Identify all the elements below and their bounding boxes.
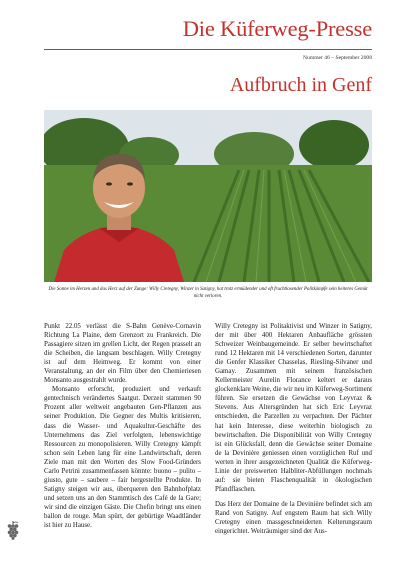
photo-caption: Die Sonne im Herzen und das Herz auf der Zunge: Willy Cretegny, Winzer in Satigny, hat trotz ermüdender und oft fruchtlosender Politkämpfe sein heiteres Gemüt nicht verloren. (48, 287, 368, 299)
article-column-left (44, 322, 201, 530)
issue-line: Nummer 46 – September 2008 (303, 55, 372, 61)
article-column-right (215, 322, 372, 536)
paragraph: Das Herz der Domaine de la Devinière befindet sich am Rand von Satigny. Auf engstem Raum hat sich Willy Cretegny einen massgeschneiderten Kelterungsraum eingerichtet. Weiträumiger sind der Aus- (215, 500, 372, 536)
paragraph: Willy Cretegny ist Politaktivist und Winzer in Satigny, der mit über 400 Hektaren Anbaufläche grössten Schweizer Weinbaugemeinde. Er selber bewirtschaftet rund 12 Hektaren mit 14 verschiedenen Sorten, darunter die Genfer Klassiker Chasselas, Riesling-Silvaner und Gamay. Zusammen mit seinem französischen Kellermeister Aurelin Florance keltert er daraus glockenklare Weine, die wir neu im Küferweg-Sortiment führen. Sie ersetzen die Gewächse von Leyvraz & Stevens. Aus Altersgründen hat sich Eric Leyvraz entschieden, die Parzellen zu verpachten. Der Pächter hat kein Interesse, diese weiterhin biologisch zu bewirtschaften. Die Disponibilität von Willy Cretegny ist ein Glücksfall, denn die Gewächse seiner Domaine de la Devinière geniessen einen vorzüglichen Ruf und werten in ihrer ausgezeichneten Qualität die Küferweg-Linie der preiswerten Halbliter-Abfüllungen nochmals auf: sie bieten Flaschenqualität in ökologischen Pfandflaschen. (215, 323, 372, 493)
masthead-rule (44, 49, 372, 50)
paragraph: Monsanto erforscht, produziert und verkauft gentechnisch verändertes Saatgut. Derzeit stammen 90 Prozent aller weltweit angebauten Gen-Pflanzen aus seiner Produktion. Die Gegner des Multis kritisieren, dass die Wasser- und Aquakultur-Geschäfte des Unternehmens das Ziel verfolgten, lebenswichtige Ressourcen zu monopolisieren. Willy Cretegny kämpft schon sein Leben lang für eine Landwirtschaft, deren Ziele man mit den Worten des Slow Food-Gründers Carlo Petrini zusammenfassen könnte: buono – pulito – giusto, gute – saubere – fair hergestellte Produkte. In Satigny steigen wir aus, überqueren den Bahnhofplatz und setzen uns an den Stammtisch des Café de la Gare; wir sind die einzigen Gäste. Die Chefin bringt uns einen ballon de rouge. Man spürt, der gebürtige Waadtländer ist hier zu Hause. (44, 386, 201, 530)
article-headline: Aufbruch in Genf (229, 74, 372, 96)
grape-cluster-icon (6, 520, 20, 540)
masthead-title: Die Küferweg-Presse (182, 16, 372, 41)
article-photo (44, 110, 372, 282)
paragraph: Punkt 22.05 verlässt die S-Bahn Genève-Cornavin Richtung La Plaine, dem Grenzort zu Frankreich. Die Passagiere sitzen im grellen Licht, der Regen prasselt an die Scheiben, die langsam beschlagen. Willy Cretegny ist auf dem Heimweg. Er kommt von einer Veranstaltung, an der ein Film über den Chemieriesen Monsanto ausgestrahlt wurde. (44, 323, 201, 385)
